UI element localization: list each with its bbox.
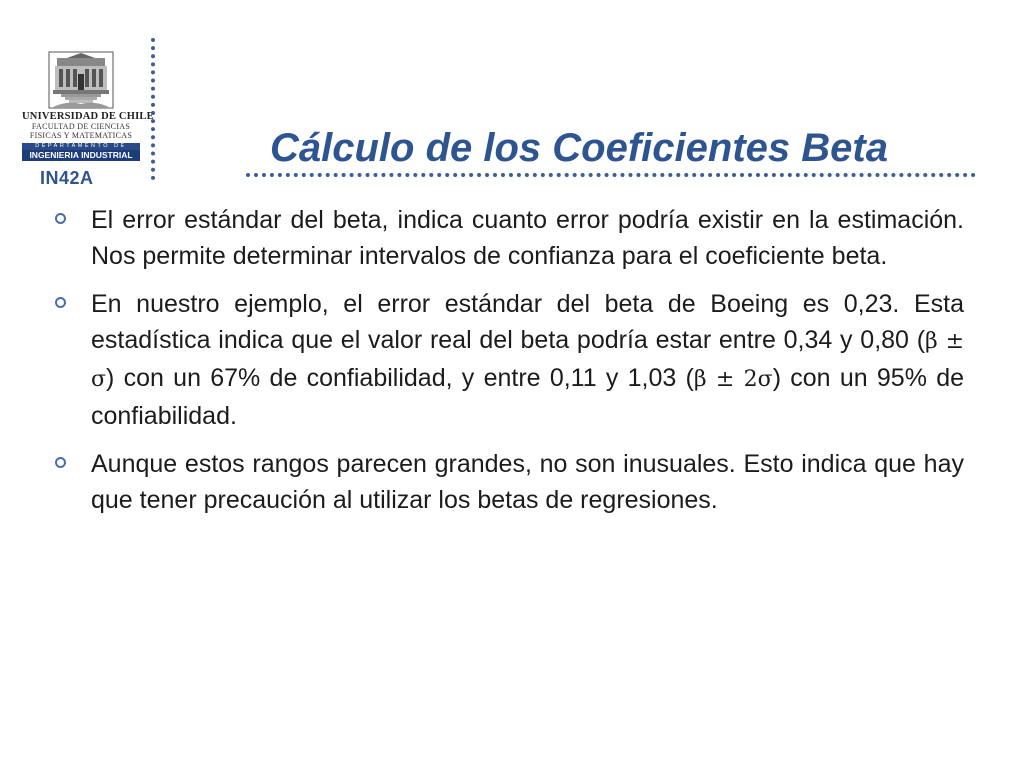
logo-university-name: UNIVERSIDAD DE CHILE	[22, 111, 154, 122]
bullet-text	[91, 286, 964, 434]
bullet-circle-icon	[55, 457, 66, 468]
bullet-circle-icon	[55, 213, 66, 224]
title-dotted-underline	[246, 173, 976, 177]
bullet-item	[48, 202, 964, 274]
bullet-item	[48, 446, 964, 518]
beta-two-sigma-symbol: β ± 2σ	[693, 367, 773, 392]
slide-title: Cálculo de los Coeficientes Beta	[270, 126, 888, 170]
university-logo	[22, 50, 154, 161]
logo-department-label: DEPARTAMENTO DE	[22, 143, 140, 150]
bullet-circle-icon	[55, 297, 66, 308]
bullet-text-part: ) con un 67% de confiabilidad, y entre 0,11 y 1,03 (	[106, 364, 694, 392]
university-building-icon	[47, 50, 115, 110]
bullet-list	[48, 202, 964, 530]
vertical-dotted-divider	[151, 38, 155, 180]
bullet-text-part: En nuestro ejemplo, el error estándar del beta de Boeing es 0,23. Esta estadística indica que el valor real del beta podría estar entre 0,34 y 0,80 (	[91, 290, 964, 354]
logo-department-name: INGENIERIA INDUSTRIAL	[22, 150, 140, 161]
bullet-text-part: ) con un 95% de confiabilidad.	[91, 364, 965, 430]
logo-faculty-line2: FISICAS Y MATEMATICAS	[29, 131, 133, 140]
bullet-text: Aunque estos rangos parecen grandes, no son inusuales. Esto indica que hay que tener precaución al utilizar los betas de regresiones.	[91, 450, 964, 514]
bullet-text: El error estándar del beta, indica cuanto error podría existir en la estimación. Nos permite determinar intervalos de confianza para el coeficiente beta.	[91, 206, 964, 270]
bullet-item	[48, 286, 964, 434]
beta-sigma-symbol: β ± σ	[91, 329, 965, 392]
course-code: IN42A	[40, 168, 94, 188]
logo-faculty-line1: FACULTAD DE CIENCIAS	[31, 122, 131, 131]
